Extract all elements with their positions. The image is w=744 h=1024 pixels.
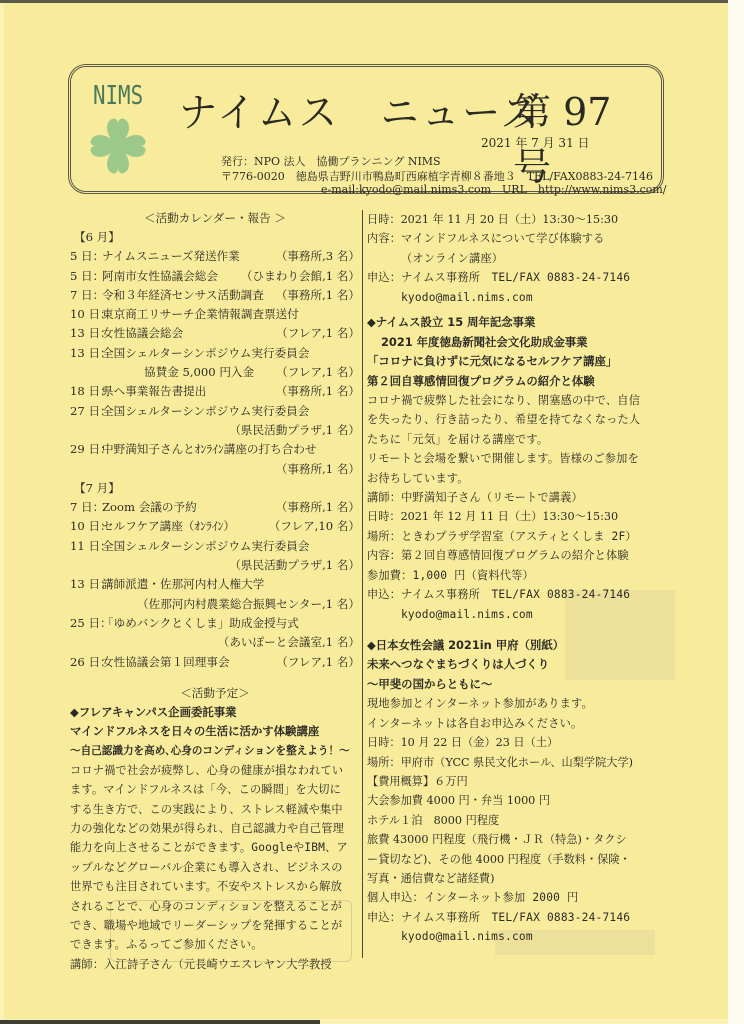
anniversary-course: 「コロナに負けずに元気になるセルフケア講座」 (367, 354, 618, 369)
event-day: 18 日： (70, 384, 112, 399)
conference-theme: 未来へつなぐまちづくりは人づくり (367, 657, 550, 672)
anniversary-subheading: 2021 年度徳島新聞社会文化助成金事業 (381, 334, 588, 349)
issue-date: 2021 年 7 月 31 日 (481, 136, 590, 150)
anniversary-body-line: リモートと会場を繋いで開催します。皆様のご参加を (367, 452, 639, 466)
column-divider (362, 210, 363, 958)
anniversary-body-line: を失ったり、行き詰ったり、希望を持てなくなった人 (367, 413, 641, 427)
event-text: 県へ事業報告書提出 (102, 384, 207, 399)
conference-venue: 場所：甲府市（YCC 県民文化ホール、山梨学院大学) (367, 755, 634, 769)
anniversary-venue: 場所：ときわプラザ学習室（アスティとくしま 2F） (367, 529, 637, 543)
event-row (70, 653, 360, 672)
scan-edge-bottom (0, 1020, 320, 1024)
conference-cost-line: ホテル１泊 8000 円程度 (367, 813, 500, 827)
left-column (70, 209, 360, 974)
flare-body-line: ップルなどグローバル企業にも導入され、ビジネスの (70, 860, 343, 874)
event-row (70, 537, 360, 556)
event-day: 13 日： (70, 326, 112, 341)
event-text: 東京商工リサーチ企業情報調査票送付 (102, 307, 299, 322)
event-row (70, 517, 360, 536)
event-row (70, 247, 360, 266)
event-text: 協賛金 5,000 円入金 (144, 365, 255, 380)
issue-number: 第 97 号 (513, 90, 612, 189)
event-text: 女性協議会第１回理事会 (102, 654, 230, 669)
event-day: 11 日： (70, 538, 112, 553)
conference-datetime: 日時：10 月 22 日（金）23 日（土） (367, 736, 559, 750)
event-note: （事務所,1 名） (275, 461, 360, 476)
four-leaf-clover-icon (85, 113, 151, 179)
anniversary-body-line: お待ちしています。 (367, 471, 469, 485)
anniversary-datetime: 日時：2021 年 12 月 11 日（土）13:30～15:30 (367, 510, 619, 524)
event-day: 13 日： (70, 345, 112, 360)
event-day: 27 日： (70, 403, 112, 418)
event-day: 7 日： (70, 287, 105, 302)
flare-body-line: する生き方で、この実践により、ストレス軽減や集中 (70, 802, 343, 816)
spacer (367, 624, 677, 636)
event-note: （事務所,1 名） (275, 287, 360, 302)
masthead (68, 64, 667, 196)
calendar-title: ＜活動カレンダー・報告 ＞ (143, 211, 287, 225)
newsletter-title: ナイムス ニューズ (179, 90, 543, 136)
scan-edge-right (728, 0, 744, 1024)
event-continuation (70, 363, 360, 382)
event-row (70, 440, 360, 459)
event-text: 全国シェルターシンポジウム実行委員会 (102, 403, 310, 418)
conference-heading: ◆日本女性会議 2021in 甲府（別紙） (367, 637, 565, 652)
event-note: （フレア,1 名） (276, 326, 360, 341)
publisher: 発行：NPO 法人 協働プランニング NIMS (221, 155, 441, 168)
flare-body-line: 力の強化などの効果が得られ、自己認識力や自己管理 (70, 822, 344, 836)
event-text: ナイムスニューズ発送作業 (102, 249, 240, 264)
event-text: セルフケア講座（ｵﾝﾗｲﾝ） (102, 519, 235, 534)
event-row (70, 382, 360, 401)
event-row (70, 575, 360, 594)
event-note: （事務所,3 名） (275, 249, 360, 264)
flare-datetime: 日時：2021 年 11 月 20 日（土）13:30～15:30 (367, 213, 619, 226)
event-note: （事務所,1 名） (275, 384, 360, 399)
event-day: 29 日： (70, 442, 112, 457)
event-day: 10 日： (70, 519, 112, 534)
flare-body-line: 世界でも注目されています。不安やストレスから解放 (70, 880, 343, 894)
flare-body-line: 能力を向上させることができます。GoogleやIBM、ア (70, 841, 348, 855)
flare-content: 内容：マインドフルネスについて学び体験する (367, 232, 605, 246)
flare-email[interactable]: kyodo@mail.nims.com (401, 290, 533, 304)
anniversary-fee: 参加費：1,000 円（資料代等） (367, 568, 534, 582)
conference-body-line: インターネットは各自お申込みください。 (367, 716, 583, 730)
conference-cost-line: ー貸切など)、その他 4000 円程度（手数料・保険・ (367, 852, 631, 866)
schedule-title: ＜活動予定＞ (180, 685, 250, 700)
flare-tagline: ～自己認識力を高め､心身のコンディションを整えよう！～ (70, 744, 350, 757)
event-text: 「ゆめバンクとくしま」助成金授与式 (102, 615, 299, 630)
event-text: 令和３年経済センサス活動調査 (102, 287, 264, 302)
flare-body-line: できます。ふるってご参加ください。 (70, 938, 263, 952)
month-label-july: 【7 月】 (74, 480, 120, 495)
conference-tagline: ～甲斐の国からともに～ (367, 676, 493, 691)
event-text: 女性協議会総会 (102, 326, 184, 341)
conference-apply: 申込：ナイムス事務所 TEL/FAX 0883-24-7146 (367, 910, 631, 924)
event-note: （フレア,1 名） (276, 654, 360, 669)
event-note: （フレア,1 名） (276, 365, 360, 380)
conference-cost-line: 旅費 43000 円程度（飛行機・ＪＲ（特急)・タクシ (367, 833, 627, 847)
logo-text: NIMS (93, 81, 144, 111)
flare-body-line: コロナ禍で社会が疲弊し、心身の健康が損なわれてい (70, 763, 344, 777)
anniversary-apply: 申込：ナイムス事務所 TEL/FAX 0883-24-7146 (367, 588, 631, 602)
event-row (70, 344, 360, 363)
address: 〒776-0020 徳島県吉野川市鴨島町西麻植字青柳８番地３ TEL/FAX0883-24-7146 (221, 170, 653, 183)
contact-info: e-mail:kyodo@mail.nims3.com URL http://www.nims3.com/ (321, 183, 667, 196)
anniversary-body-line: コロナ禍で疲弊した社会になり、閉塞感の中で、自信 (367, 394, 641, 408)
conference-cost-line: 大会参加費 4000 円・弁当 1000 円 (367, 794, 551, 808)
flare-lecturer: 講師：入江詩子さん（元長崎ウエスレヤン大学教授 (70, 957, 332, 971)
event-day: 26 日： (70, 654, 112, 669)
flare-subtitle: マインドフルネスを日々の生活に活かす体験講座 (70, 724, 320, 739)
event-note: （県民活動プラザ,1 名） (229, 422, 360, 437)
flare-body-line: されることで、心身のコンディションを整えることが (70, 899, 342, 913)
flare-body-line: でき、職場や地域でリーダーシップを発揮することが (70, 919, 343, 933)
anniversary-body-line: たちに「元気」を届ける講座です。 (367, 432, 549, 446)
event-note: （あいぽーと会議室,1 名） (217, 635, 360, 650)
event-text: 全国シェルターシンポジウム実行委員会 (102, 345, 310, 360)
event-day: 13 日： (70, 577, 112, 592)
event-text: 阿南市女性協議会総会 (102, 268, 218, 283)
event-row (70, 614, 360, 633)
event-day: 5 日： (70, 268, 105, 283)
anniversary-lecturer: 講師：中野満知子さん（リモートで講義） (367, 491, 583, 505)
event-day: 25 日： (70, 615, 112, 630)
flare-body-line: ます。マインドフルネスは「今、この瞬間」を大切に (70, 783, 342, 797)
anniversary-heading: ◆ナイムス設立 15 周年記念事業 (367, 315, 536, 330)
scan-edge-top (0, 0, 744, 3)
event-row (70, 324, 360, 343)
event-note: （佐那河内村農業総合振興センター,1 名） (137, 596, 360, 611)
event-day: 10 日： (70, 307, 112, 322)
event-text: Zoom 会議の予約 (102, 500, 197, 515)
event-row (70, 498, 360, 517)
event-note: （フレア,10 名） (268, 519, 360, 534)
event-day: 7 日： (70, 500, 105, 515)
event-row (70, 286, 360, 305)
flare-heading: ◆フレアキャンパス企画委託事業 (70, 704, 237, 719)
spacer (70, 672, 360, 684)
event-note: （事務所,1 名） (275, 500, 360, 515)
right-column (367, 210, 677, 947)
flare-content-sub: （オンライン講座） (401, 251, 504, 265)
event-text: 講師派遣・佐那河内村人権大学 (102, 577, 265, 592)
anniversary-content: 内容：第２回自尊感情回復プログラムの紹介と体験 (367, 549, 629, 563)
event-note: （ひまわり会館,1 名） (240, 268, 360, 283)
anniversary-email[interactable]: kyodo@mail.nims.com (401, 607, 533, 621)
event-row (70, 267, 360, 286)
event-text: 全国シェルターシンポジウム実行委員会 (102, 538, 310, 553)
event-row (70, 402, 360, 421)
conference-body-line: 現地参加とインターネット参加があります。 (367, 697, 593, 711)
conference-cost-line: 写真・通信費など諸経費) (367, 872, 495, 886)
event-text: 中野満知子さんとｵﾝﾗｲﾝ講座の打ち合わせ (102, 442, 317, 457)
event-note: （県民活動プラザ,1 名） (229, 558, 360, 573)
anniversary-program: 第２回自尊感情回復プログラムの紹介と体験 (367, 373, 595, 388)
event-row (70, 305, 360, 324)
conference-email[interactable]: kyodo@mail.nims.com (401, 930, 533, 944)
month-label-june: 【6 月】 (74, 230, 120, 244)
flare-apply: 申込：ナイムス事務所 TEL/FAX 0883-24-7146 (367, 271, 631, 285)
conference-cost-title: 【費用概算】６万円 (367, 775, 468, 789)
conference-individual: 個人申込：インターネット参加 2000 円 (367, 891, 579, 905)
event-day: 5 日： (70, 249, 105, 264)
